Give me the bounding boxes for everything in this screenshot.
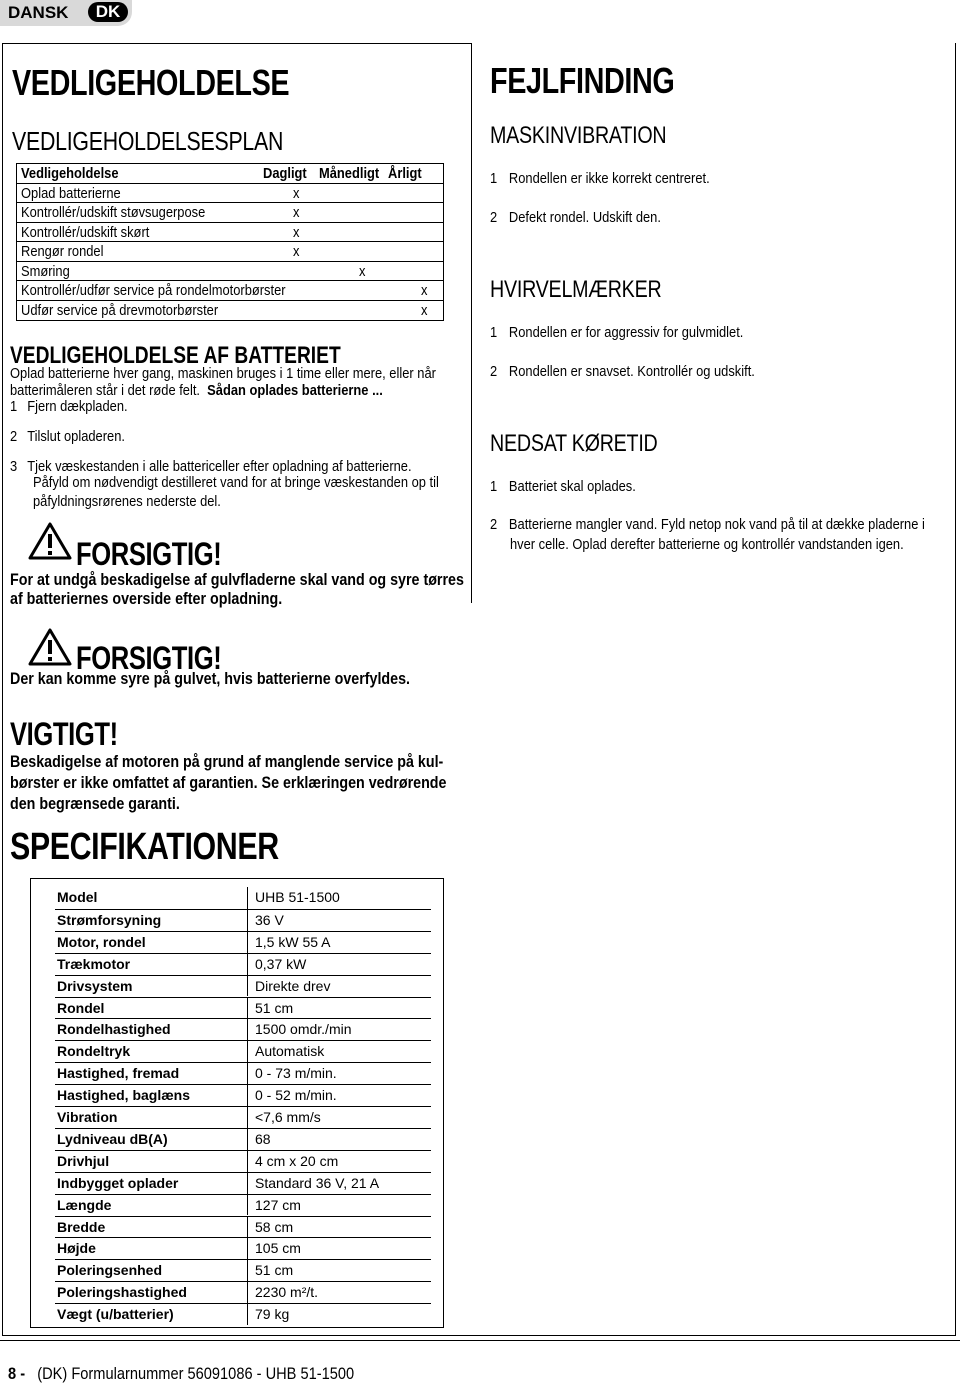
table-row — [17, 281, 443, 301]
spec-label: Lydniveau dB(A) — [57, 1130, 168, 1147]
spec-row — [55, 975, 431, 997]
frequency-mark: x — [293, 243, 300, 260]
header-cell: Vedligeholdelse — [21, 165, 119, 182]
important-line-1: Beskadigelse af motoren på grund af manglende service på kul- — [10, 752, 444, 771]
task-cell: Udfør service på drevmotorbørster — [21, 301, 219, 319]
spec-value: 0 - 73 m/min. — [255, 1065, 337, 1082]
spec-value: 68 — [255, 1130, 271, 1147]
spec-label: Vibration — [57, 1109, 118, 1125]
column-divider — [471, 43, 472, 603]
spec-value: 0,37 kW — [255, 955, 307, 972]
spec-row — [55, 997, 431, 1019]
table-row — [17, 301, 443, 321]
vibration-item-2: 2 Defekt rondel. Udskift den. — [490, 209, 661, 226]
spec-row — [55, 1172, 431, 1194]
spec-divider — [247, 998, 248, 1019]
spec-divider — [247, 1107, 248, 1128]
table-header-row — [17, 164, 443, 184]
specifications-table — [30, 878, 444, 1328]
spec-label: Længde — [57, 1196, 112, 1213]
language-label: DANSK — [8, 3, 69, 22]
spec-value: 36 V — [255, 911, 284, 928]
spec-row — [55, 887, 431, 909]
warning-triangle-icon — [28, 628, 72, 666]
warning-2-line-1: Der kan komme syre på gulvet, hvis batterierne overfyldes. — [10, 669, 411, 688]
maintenance-plan-table — [16, 163, 444, 321]
spec-label: Indbygget oplader — [57, 1174, 179, 1191]
spec-divider — [247, 1217, 248, 1238]
important-title: VIGTIGT! — [10, 716, 118, 752]
battery-step-3-cont-1: Påfyld om nødvendigt destilleret vand for at bringe væskestanden op til — [33, 474, 439, 491]
frequency-mark: x — [421, 282, 428, 299]
section-title-swirls: HVIRVELMÆRKER — [490, 276, 662, 303]
header-cell: Dagligt — [263, 165, 307, 182]
table-row — [17, 242, 443, 262]
spec-divider — [247, 1173, 248, 1194]
table-row — [17, 203, 443, 223]
task-cell: Kontrollér/udskift støvsugerpose — [21, 204, 206, 221]
spec-row — [55, 1084, 431, 1106]
spec-divider — [247, 954, 248, 975]
spec-row — [55, 1106, 431, 1128]
spec-divider — [247, 976, 248, 997]
header-cell: Månedligt — [319, 165, 380, 182]
spec-value: 1,5 kW 55 A — [255, 933, 331, 950]
footer: 8 - (DK) Formularnummer 56091086 - UHB 51-1500 — [8, 1364, 355, 1383]
spec-row — [55, 1040, 431, 1062]
spec-row — [55, 909, 431, 931]
spec-label: Poleringshastighed — [57, 1284, 187, 1301]
battery-intro-2: batterimåleren står i det røde felt. Sådan oplades batterierne ... — [10, 382, 383, 399]
language-code-badge: DK — [88, 2, 128, 22]
battery-title: VEDLIGEHOLDELSE AF BATTERIET — [10, 342, 341, 369]
swirls-item-1: 1 Rondellen er for aggressiv for gulvmidlet. — [490, 324, 744, 341]
spec-divider — [247, 1304, 248, 1325]
spec-row — [55, 1062, 431, 1084]
spec-row — [55, 1128, 431, 1150]
spec-label: Hastighed, fremad — [57, 1065, 180, 1082]
spec-divider — [247, 910, 248, 931]
section-title-vibration: MASKINVIBRATION — [490, 122, 667, 149]
spec-value: 0 - 52 m/min. — [255, 1087, 337, 1104]
spec-value: 4 cm x 20 cm — [255, 1152, 339, 1169]
spec-divider — [247, 1238, 248, 1259]
battery-step-1: 1 Fjern dækpladen. — [10, 398, 128, 415]
spec-label: Model — [57, 889, 98, 905]
header-cell: Årligt — [388, 165, 422, 182]
spec-value: Automatisk — [255, 1043, 325, 1060]
spec-value: Standard 36 V, 21 A — [255, 1174, 380, 1191]
spec-divider — [247, 1041, 248, 1062]
spec-divider — [247, 1151, 248, 1172]
swirls-item-2: 2 Rondellen er snavset. Kontrollér og udskift. — [490, 363, 755, 380]
spec-value: 58 cm — [255, 1218, 294, 1235]
spec-row — [55, 1194, 431, 1216]
battery-intro-1: Oplad batterierne hver gang, maskinen bruges i 1 time eller mere, eller når — [10, 365, 436, 382]
frequency-mark: x — [421, 301, 428, 319]
spec-row — [55, 1259, 431, 1281]
spec-label: Motor, rondel — [57, 933, 146, 950]
table-row — [17, 262, 443, 282]
spec-label: Hastighed, baglæns — [57, 1087, 191, 1104]
spec-label: Strømforsyning — [57, 911, 162, 928]
plan-title: VEDLIGEHOLDELSESPLAN — [12, 126, 284, 156]
task-cell: Kontrollér/udfør service på rondelmotorbørster — [21, 282, 286, 299]
battery-step-3: 3 Tjek væskestanden i alle battericeller efter opladning af batterierne. — [10, 458, 412, 475]
spec-label: Drivsystem — [57, 977, 133, 994]
spec-row — [55, 1018, 431, 1040]
spec-row — [55, 953, 431, 975]
spec-value: UHB 51-1500 — [255, 889, 340, 905]
task-cell: Kontrollér/udskift skørt — [21, 223, 150, 241]
task-cell: Oplad batterierne — [21, 184, 121, 202]
spec-label: Drivhjul — [57, 1152, 110, 1169]
spec-label: Rondel — [57, 999, 105, 1016]
spec-value: 1500 omdr./min — [255, 1021, 352, 1038]
spec-divider — [247, 1063, 248, 1084]
important-line-3: den begrænsede garanti. — [10, 794, 180, 813]
table-row — [17, 184, 443, 204]
spec-row — [55, 1150, 431, 1172]
troubleshooting-title: FEJLFINDING — [490, 60, 675, 101]
spec-divider — [247, 1129, 248, 1150]
spec-value: <7,6 mm/s — [255, 1109, 321, 1125]
spec-value: 79 kg — [255, 1306, 290, 1323]
battery-step-3-cont-2: påfyldningsrørenes nederste del. — [33, 493, 221, 510]
vibration-item-1: 1 Rondellen er ikke korrekt centreret. — [490, 170, 710, 187]
warning-1-line-1: For at undgå beskadigelse af gulvfladerne skal vand og syre tørres — [10, 570, 464, 589]
spec-divider — [247, 1085, 248, 1106]
frequency-mark: x — [293, 184, 300, 202]
spec-row — [55, 1281, 431, 1303]
spec-divider — [247, 1282, 248, 1303]
specs-title: SPECIFIKATIONER — [10, 826, 279, 868]
spec-row — [55, 1216, 431, 1238]
spec-value: 127 cm — [255, 1196, 301, 1213]
warning-1-title: FORSIGTIG! — [76, 536, 222, 572]
spec-label: Bredde — [57, 1218, 106, 1235]
frame-top-rule — [2, 43, 472, 44]
spec-row — [55, 1237, 431, 1259]
runtime-item-1: 1 Batteriet skal oplades. — [490, 478, 636, 495]
table-row — [17, 223, 443, 243]
spec-divider — [247, 887, 248, 909]
section-title-runtime: NEDSAT KØRETID — [490, 430, 658, 457]
spec-label: Højde — [57, 1240, 96, 1257]
frequency-mark: x — [359, 262, 366, 280]
spec-value: 105 cm — [255, 1240, 301, 1257]
spec-value: 51 cm — [255, 999, 294, 1016]
warning-1-line-2: af batteriernes overside efter opladning. — [10, 589, 283, 608]
spec-divider — [247, 1019, 248, 1040]
footer-rule — [0, 1340, 960, 1341]
task-cell: Rengør rondel — [21, 243, 104, 260]
spec-label: Rondeltryk — [57, 1043, 131, 1060]
warning-2-title: FORSIGTIG! — [76, 640, 222, 676]
spec-row — [55, 931, 431, 953]
battery-step-2: 2 Tilslut opladeren. — [10, 428, 125, 445]
spec-value: 2230 m²/t. — [255, 1284, 319, 1301]
task-cell: Smøring — [21, 262, 70, 280]
spec-value: 51 cm — [255, 1262, 294, 1279]
spec-value: Direkte drev — [255, 977, 331, 994]
spec-label: Vægt (u/batterier) — [57, 1306, 174, 1323]
spec-label: Rondelhastighed — [57, 1021, 171, 1038]
spec-divider — [247, 1195, 248, 1216]
spec-label: Poleringsenhed — [57, 1262, 163, 1279]
warning-triangle-icon — [28, 522, 72, 560]
frequency-mark: x — [293, 204, 300, 221]
important-line-2: børster er ikke omfattet af garantien. Se erklæringen vedrørende — [10, 773, 447, 792]
spec-label: Trækmotor — [57, 955, 131, 972]
spec-divider — [247, 1260, 248, 1281]
page-title: VEDLIGEHOLDELSE — [12, 62, 290, 103]
runtime-item-2: 2 Batterierne mangler vand. Fyld netop nok vand på til at dække pladerne i — [490, 516, 925, 533]
spec-row — [55, 1303, 431, 1325]
runtime-item-2-cont: hver celle. Oplad derefter batterierne og kontrollér vandstanden igen. — [510, 536, 904, 553]
frequency-mark: x — [293, 223, 300, 241]
spec-divider — [247, 932, 248, 953]
